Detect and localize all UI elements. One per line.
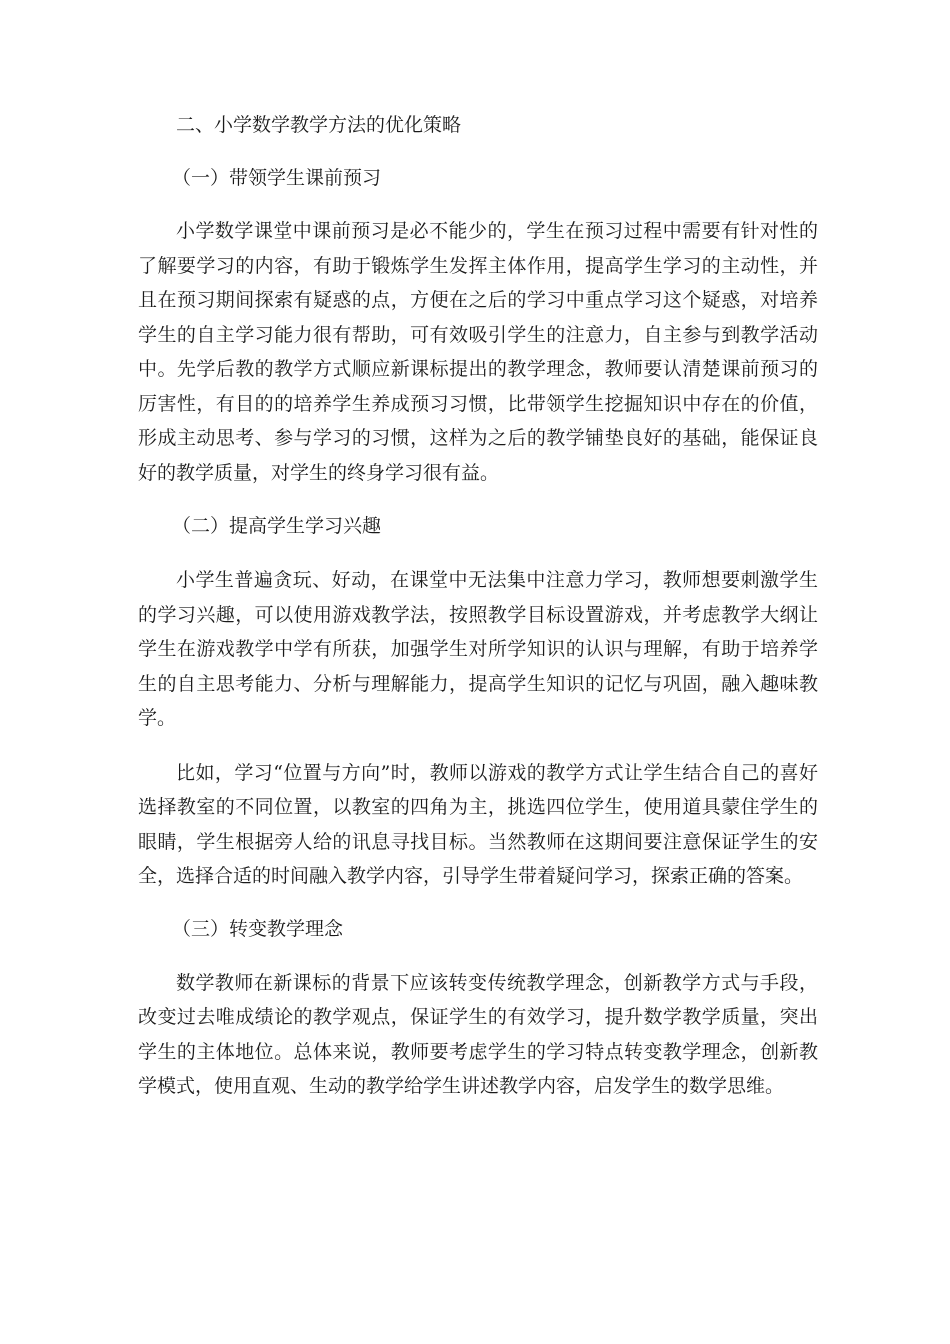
paragraph-1-1: 小学数学课堂中课前预习是必不能少的，学生在预习过程中需要有针对性的了解要学习的内容，有助于锻炼学生发挥主体作用，提高学生学习的主动性，并且在预习期间探索有疑惑的点，方便在之后的学习中重点学习这个疑惑，对培养学生的自主学习能力很有帮助，可有效吸引学生的注意力，自主参与到教学活动中。先学后教的教学方式顺应新课标提出的教学理念，教师要认清楚课前预习的厉害性，有目的的培养学生养成预习习惯，比带领学生挖掘知识中存在的价值，形成主动思考、参与学习的习惯，这样为之后的教学铺垫良好的基础，能保证良好的教学质量，对学生的终身学习很有益。	[138, 220, 818, 484]
subsection-heading-2: （二）提高学生学习兴趣	[172, 515, 382, 537]
subsection-heading-1: （一）带领学生课前预习	[172, 167, 382, 189]
paragraph-3-1: 数学教师在新课标的背景下应该转变传统教学理念，创新教学方式与手段，改变过去唯成绩论的教学观点，保证学生的有效学习，提升数学教学质量，突出学生的主体地位。总体来说，教师要考虑学生的学习特点转变教学理念，创新教学模式，使用直观、生动的教学给学生讲述教学内容，启发学生的数学思维。	[138, 971, 818, 1097]
subsection-heading-3: （三）转变教学理念	[172, 917, 344, 940]
paragraph-2-2: 比如，学习“位置与方向”时，教师以游戏的教学方式让学生结合自己的喜好选择教室的不同位置，以教室的四角为主，挑选四位学生，使用道具蒙住学生的眼睛，学生根据旁人给的讯息寻找目标。当然教师在这期间要注意保证学生的安全，选择合适的时间融入教学内容，引导学生带着疑问学习，探索正确的答案。	[138, 761, 818, 887]
document-body	[138, 110, 818, 1104]
paragraph-2-1: 小学生普遍贪玩、好动，在课堂中无法集中注意力学习，教师想要刺激学生的学习兴趣，可以使用游戏教学法，按照教学目标设置游戏，并考虑教学大纲让学生在游戏教学中学有所获，加强学生对所学知识的认识与理解，有助于培养学生的自主思考能力、分析与理解能力，提高学生知识的记忆与巩固，融入趣味教学。	[138, 569, 818, 729]
section-title: 二、小学数学教学方法的优化策略	[176, 114, 462, 136]
